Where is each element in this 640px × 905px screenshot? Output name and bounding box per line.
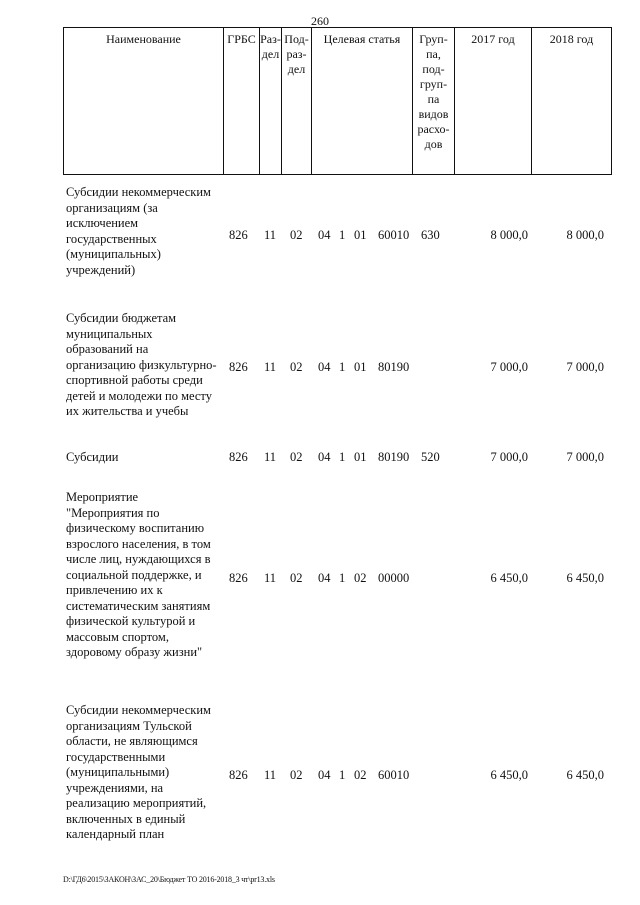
cell-target-subprogram: 1 bbox=[339, 571, 346, 585]
cell-2017: 7 000,0 bbox=[490, 360, 528, 374]
row-name-line: Мероприятие bbox=[66, 490, 139, 504]
row-name-line: области, не являющимся bbox=[66, 734, 198, 748]
cell-razdel: 11 bbox=[264, 450, 277, 464]
cell-target-program: 04 bbox=[318, 768, 331, 782]
cell-target-direction: 80190 bbox=[378, 360, 410, 374]
cell-podrazdel: 02 bbox=[290, 768, 303, 782]
row-name-line: государственными bbox=[66, 749, 166, 764]
cell-2017: 8 000,0 bbox=[490, 228, 528, 242]
header-2018: 2018 год bbox=[531, 28, 611, 174]
row-name-line: (муниципальными) bbox=[66, 765, 170, 779]
cell-grbs: 826 bbox=[229, 768, 248, 782]
row-name bbox=[66, 703, 224, 843]
cell-2018: 6 450,0 bbox=[566, 768, 604, 782]
cell-target-direction: 00000 bbox=[378, 571, 410, 585]
cell-target-program: 04 bbox=[318, 360, 331, 374]
row-name-line: исключением bbox=[66, 216, 139, 230]
cell-2017: 6 450,0 bbox=[490, 768, 528, 782]
row-name bbox=[66, 450, 224, 466]
cell-2018: 7 000,0 bbox=[566, 360, 604, 374]
cell-grbs: 826 bbox=[229, 450, 248, 464]
header-2017: 2017 год bbox=[454, 28, 531, 174]
header-razdel-line: дел bbox=[261, 47, 280, 61]
header-podrazdel bbox=[281, 28, 311, 174]
cell-group: 630 bbox=[421, 228, 440, 242]
cell-podrazdel: 02 bbox=[290, 360, 303, 374]
row-name-line: взрослого населения, в том bbox=[66, 536, 211, 551]
cell-razdel: 11 bbox=[264, 360, 277, 374]
row-name-line: образований на bbox=[66, 342, 149, 356]
row-name-line: физической культурой и bbox=[66, 614, 196, 628]
row-name-line: Субсидии бюджетам bbox=[66, 311, 177, 325]
cell-target-program: 04 bbox=[318, 228, 331, 242]
cell-2017: 7 000,0 bbox=[490, 450, 528, 464]
row-name-line: организациям (за bbox=[66, 200, 158, 215]
cell-grbs: 826 bbox=[229, 360, 248, 374]
cell-target-direction: 60010 bbox=[378, 228, 410, 242]
cell-razdel: 11 bbox=[264, 228, 277, 242]
row-name-line: включенных в единый bbox=[66, 811, 186, 826]
cell-target-subprogram: 1 bbox=[339, 228, 346, 242]
row-name-line: государственных bbox=[66, 231, 157, 246]
header-group-line: расхо- bbox=[417, 122, 450, 136]
row-name-line: числе лиц, нуждающихся в bbox=[66, 552, 211, 566]
cell-razdel: 11 bbox=[264, 768, 277, 782]
row-name-line: организациям Тульской bbox=[66, 718, 192, 733]
row-name-line: детей и молодежи по месту bbox=[66, 388, 212, 403]
cell-target-event: 01 bbox=[354, 360, 367, 374]
cell-2018: 7 000,0 bbox=[566, 450, 604, 464]
row-name-line: Субсидии bbox=[66, 450, 119, 464]
cell-target-event: 02 bbox=[354, 768, 367, 782]
row-name-line: "Мероприятия по bbox=[66, 505, 160, 520]
cell-target-direction: 60010 bbox=[378, 768, 410, 782]
header-group-line: под- bbox=[422, 62, 445, 76]
page-number: 260 bbox=[311, 14, 329, 28]
row-name-line: Субсидии некоммерческим bbox=[66, 185, 211, 199]
file-path-footer: D:\ГД6\2015\ЗАКОН\ЗАС_20\Бюджет ТО 2016-2018_3 чт\pr13.xls bbox=[63, 875, 275, 884]
cell-grbs: 826 bbox=[229, 228, 248, 242]
cell-target-event: 01 bbox=[354, 228, 367, 242]
row-name-line: учреждений) bbox=[66, 262, 136, 277]
row-name bbox=[66, 185, 224, 278]
header-group-line: дов bbox=[424, 137, 443, 151]
cell-podrazdel: 02 bbox=[290, 450, 303, 464]
row-name bbox=[66, 311, 224, 420]
header-podrazdel-line: раз- bbox=[286, 47, 307, 61]
cell-target-program: 04 bbox=[318, 450, 331, 464]
row-name-line: привлечению их к bbox=[66, 583, 163, 597]
row-name-line: социальной поддержке, и bbox=[66, 567, 202, 582]
cell-razdel: 11 bbox=[264, 571, 277, 585]
table-header bbox=[63, 27, 612, 175]
row-name-line: физическому воспитанию bbox=[66, 521, 205, 535]
row-name-line: их жительства и учебы bbox=[66, 404, 189, 418]
row-name-line: здоровому образу жизни" bbox=[66, 645, 203, 659]
header-podrazdel-line: Под- bbox=[284, 32, 309, 46]
header-group-line: Груп- bbox=[419, 32, 448, 46]
header-group bbox=[412, 28, 454, 174]
row-name-line: муниципальных bbox=[66, 326, 153, 341]
header-grbs: ГРБС bbox=[223, 28, 259, 174]
row-name-line: реализацию мероприятий, bbox=[66, 796, 207, 810]
row-name-line: спортивной работы среди bbox=[66, 373, 203, 387]
cell-podrazdel: 02 bbox=[290, 571, 303, 585]
header-razdel bbox=[259, 28, 281, 174]
cell-target-program: 04 bbox=[318, 571, 331, 585]
row-name bbox=[66, 490, 224, 661]
cell-target-direction: 80190 bbox=[378, 450, 410, 464]
cell-2017: 6 450,0 bbox=[490, 571, 528, 585]
row-name-line: организацию физкультурно- bbox=[66, 357, 217, 372]
row-name-line: Субсидии некоммерческим bbox=[66, 703, 211, 717]
header-group-line: груп- bbox=[419, 77, 448, 91]
row-name-line: календарный план bbox=[66, 827, 165, 841]
row-name-line: учреждениями, на bbox=[66, 780, 164, 795]
header-podrazdel-line: дел bbox=[287, 62, 306, 76]
row-name-line: систематическим занятиям bbox=[66, 598, 211, 613]
cell-target-event: 02 bbox=[354, 571, 367, 585]
header-group-line: па bbox=[427, 92, 440, 106]
header-target: Целевая статья bbox=[311, 28, 412, 174]
cell-target-event: 01 bbox=[354, 450, 367, 464]
header-razdel-line: Раз- bbox=[260, 32, 281, 46]
header-group-line: па, bbox=[426, 47, 441, 61]
cell-grbs: 826 bbox=[229, 571, 248, 585]
cell-target-subprogram: 1 bbox=[339, 360, 346, 374]
cell-2018: 6 450,0 bbox=[566, 571, 604, 585]
header-group-line: видов bbox=[418, 107, 449, 121]
cell-target-subprogram: 1 bbox=[339, 450, 346, 464]
header-name: Наименование bbox=[106, 32, 181, 46]
cell-group: 520 bbox=[421, 450, 440, 464]
cell-2018: 8 000,0 bbox=[566, 228, 604, 242]
cell-podrazdel: 02 bbox=[290, 228, 303, 242]
row-name-line: (муниципальных) bbox=[66, 247, 161, 261]
row-name-line: массовым спортом, bbox=[66, 629, 169, 644]
cell-target-subprogram: 1 bbox=[339, 768, 346, 782]
